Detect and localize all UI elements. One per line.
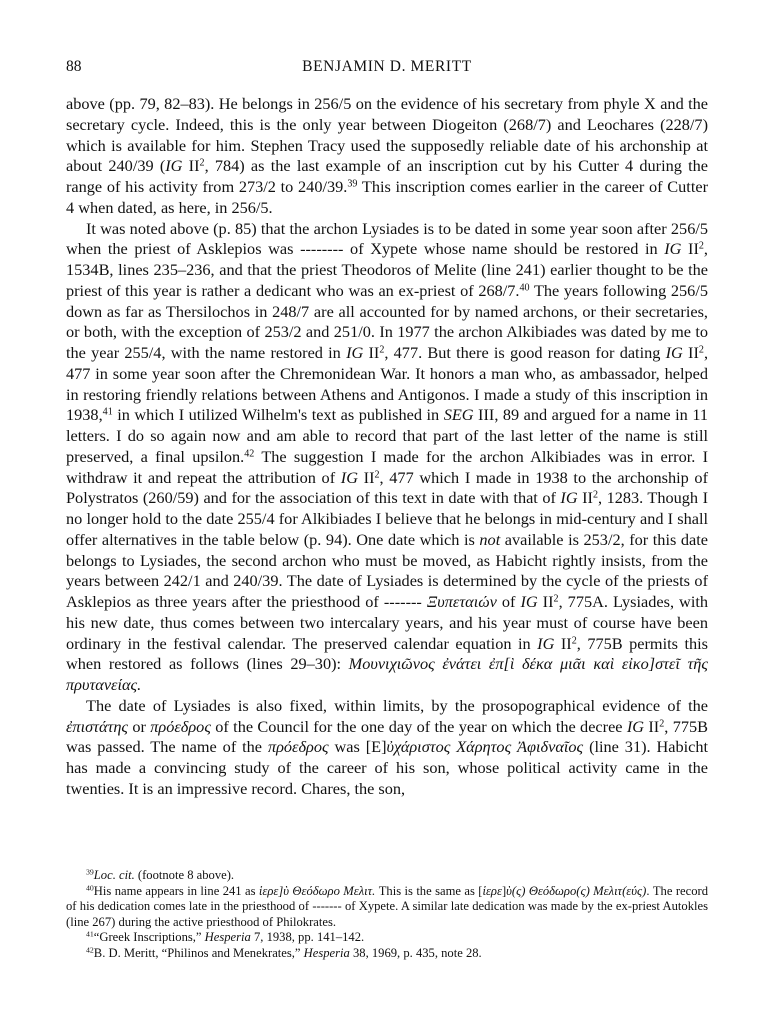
italic-text: πρόεδρος <box>150 716 211 736</box>
text-run: II <box>363 343 380 362</box>
text-run: of the Council for the one day of the year on which the decree <box>210 716 627 736</box>
text-run: , 1283. Though I no longer hold to the date 255/4 for Alkibiades I believe that he belongs in mid-century and I shall offer alternatives in the table below (p. 94). One date which is <box>66 488 708 549</box>
text-run: II <box>357 467 375 487</box>
text-run: The date of Lysiades is also fixed, within limits, by the prosopographical evidence of the <box>86 695 708 715</box>
running-head-title: BENJAMIN D. MERITT <box>302 58 472 75</box>
superscript: 39 <box>86 867 94 877</box>
superscript: 41 <box>86 929 94 939</box>
italic-text: ἱερε <box>482 883 502 898</box>
text-run: The suggestion I made for the archon Alkibiades was in error. I withdraw it and repeat the attribution of <box>66 446 708 487</box>
italic-text: ὺ(ς) Θεόδωρο(ς) Μελιτ(εύς) <box>506 883 647 898</box>
superscript: 2 <box>698 240 704 252</box>
text-run: III, 89 and argued for a name in 11 letters. I do so again now and am able to record that part of the last letter of the name is still preserved, a final upsilon. <box>66 405 708 466</box>
text-run: “Greek Inscriptions,” <box>93 930 205 944</box>
text-run: B. D. Meritt, “Philinos and Menekrates,” <box>93 945 304 960</box>
text-run: 7, 1938, pp. 141–142. <box>250 930 365 944</box>
superscript: 42 <box>86 945 94 955</box>
italic-text: πρόεδρος <box>267 737 329 757</box>
italic-text: IG <box>626 716 645 736</box>
italic-text: Ξυπεταιών <box>426 592 497 611</box>
footnote <box>66 868 708 884</box>
footnotes <box>66 868 708 961</box>
text-run: , 775B permits this when restored as follows (lines 29–30): <box>66 633 708 674</box>
running-header <box>66 58 708 78</box>
text-run: of <box>496 592 521 611</box>
text-run: , 784) as the last example of an inscription cut by his Cutter 4 during the range of his activity from 273/2 to 240/39. <box>66 156 708 196</box>
footnote <box>66 884 708 931</box>
text-run: in which I utilized Wilhelm's text as published in <box>112 405 444 425</box>
text-run: The years following 256/5 down as far as Thersilochos in 248/7 are all accounted for by named archons, or their secretaries, or both, with the exception of 253/2 and 251/0. In 1977 the archon Alkibiades was dated by me to the year 255/4, with the name restored in <box>66 280 708 362</box>
text-run: or <box>128 716 151 736</box>
superscript: 39 <box>347 178 358 190</box>
text-run: available is 253/2, for this date belongs to Lysiades, the second archon who must be moved, as Habicht rightly insists, from the years between 242/1 and 240/39. The date of Lysiades is determined by the cycle of the priests of Asklepios as three years after the priesthood of ------- <box>66 529 708 611</box>
superscript: 40 <box>86 883 94 893</box>
superscript: 40 <box>519 282 530 294</box>
main-text <box>66 94 708 800</box>
text-run: It was noted above (p. 85) that the archon Lysiades is to be dated in some year soon after 256/5 when the priest of Asklepios was -------- of Xypete whose name should be restored in <box>66 218 708 259</box>
text-run: above (pp. 79, 82–83). He belongs in 256/5 on the evidence of his secretary from phyle X and the secretary cycle. Indeed, this is the only year between Diogeiton (268/7) and Leochares (228/7) which is available for him. Stephen Tracy used the supposedly reliable date of his archonship at about 240/39 ( <box>66 94 708 176</box>
italic-text: IG <box>560 488 578 508</box>
paragraph <box>66 94 708 219</box>
footnote <box>66 946 708 962</box>
footnote <box>66 930 708 946</box>
text-run: was [Ε] <box>328 737 387 757</box>
text-run: His name appears in line 241 as <box>93 883 259 898</box>
text-run: II <box>182 156 200 176</box>
italic-text: Hesperia <box>204 930 251 944</box>
italic-text: Loc. cit. <box>93 868 135 882</box>
text-run: , 477 which I made in 1938 to the archonship of Polystratos (260/59) and for the association of this text in date with that of <box>66 467 708 508</box>
text-run: ] <box>501 883 507 898</box>
italic-text: SEG <box>443 405 474 425</box>
text-run: , 775B was passed. The name of the <box>66 716 708 757</box>
text-run: (line 31). Habicht has made a convincing study of the career of his son, whose political activity came in the twenties. It is an impressive record. Chares, the son, <box>66 737 709 798</box>
text-run: , 775A. Lysiades, with his new date, thus comes between two intercalary years, and his year must of course have been ordinary in the festival calendar. The preserved calendar equation in <box>66 592 709 653</box>
italic-text: IG <box>165 156 183 176</box>
text-run: This inscription comes earlier in the career of Cutter 4 when dated, as here, in 256/5. <box>66 177 709 217</box>
superscript: 2 <box>199 157 205 169</box>
italic-text: IG <box>346 343 364 362</box>
superscript: 2 <box>698 344 704 356</box>
superscript: 2 <box>659 717 665 729</box>
italic-text: ὐχάριστος Χάρητος Ἀφιδναῖος <box>386 737 584 757</box>
italic-text: IG <box>664 239 682 259</box>
italic-text: IG <box>340 467 358 487</box>
superscript: 2 <box>553 593 559 605</box>
text-run: , 477. But there is good reason for dating <box>384 343 666 362</box>
text-run: II <box>644 716 660 736</box>
italic-text: Hesperia <box>303 945 350 960</box>
italic-text: ἱερε]ὺ Θεόδωρο Μελιτ. <box>258 883 376 898</box>
superscript: 42 <box>244 448 255 460</box>
superscript: 2 <box>592 489 598 501</box>
text-run: II <box>554 633 572 653</box>
text-run: (footnote 8 above). <box>134 868 235 882</box>
italic-text: IG <box>665 343 683 362</box>
paragraph <box>66 219 708 696</box>
italic-text: not <box>479 529 501 549</box>
text-run: II <box>577 488 593 508</box>
italic-text: ἐπιστάτης <box>66 716 129 736</box>
italic-text: IG <box>537 633 555 653</box>
paragraph <box>66 696 708 800</box>
italic-text: IG <box>520 592 538 611</box>
text-run: , 477 in some year soon after the Chremonidean War. It honors a man who, as ambassador, helped in restoring friendly relations between Athens and Antigonos. I made a study of this inscription in 1938, <box>66 343 709 425</box>
text-run: This is the same as [ <box>375 883 483 898</box>
superscript: 2 <box>571 634 577 646</box>
text-run: , 1534B, lines 235–236, and that the priest Theodoros of Melite (line 241) earlier thought to be the priest of this year is rather a dedicant who was an ex-priest of 268/7. <box>66 239 708 300</box>
text-run: 38, 1969, p. 435, note 28. <box>349 945 482 960</box>
text-run: II <box>681 239 699 259</box>
text-run: II <box>537 592 554 611</box>
text-run: . The record of his dedication comes late in the priesthood of ------- of Xypete. A similar late dedication was made by the ex-priest Autokles (line 267) during the active priesthood of Philokrates. <box>66 883 708 929</box>
superscript: 2 <box>374 468 380 480</box>
superscript: 41 <box>102 406 113 418</box>
superscript: 2 <box>379 344 385 356</box>
italic-text: Μουνιχιῶνος ἐνάτει ἐπ[ὶ δέκα μιᾶι καὶ εἰκο]στεῖ τῆς πρυτανείας. <box>66 654 708 694</box>
text-run: II <box>682 343 699 362</box>
page-number: 88 <box>66 58 82 75</box>
